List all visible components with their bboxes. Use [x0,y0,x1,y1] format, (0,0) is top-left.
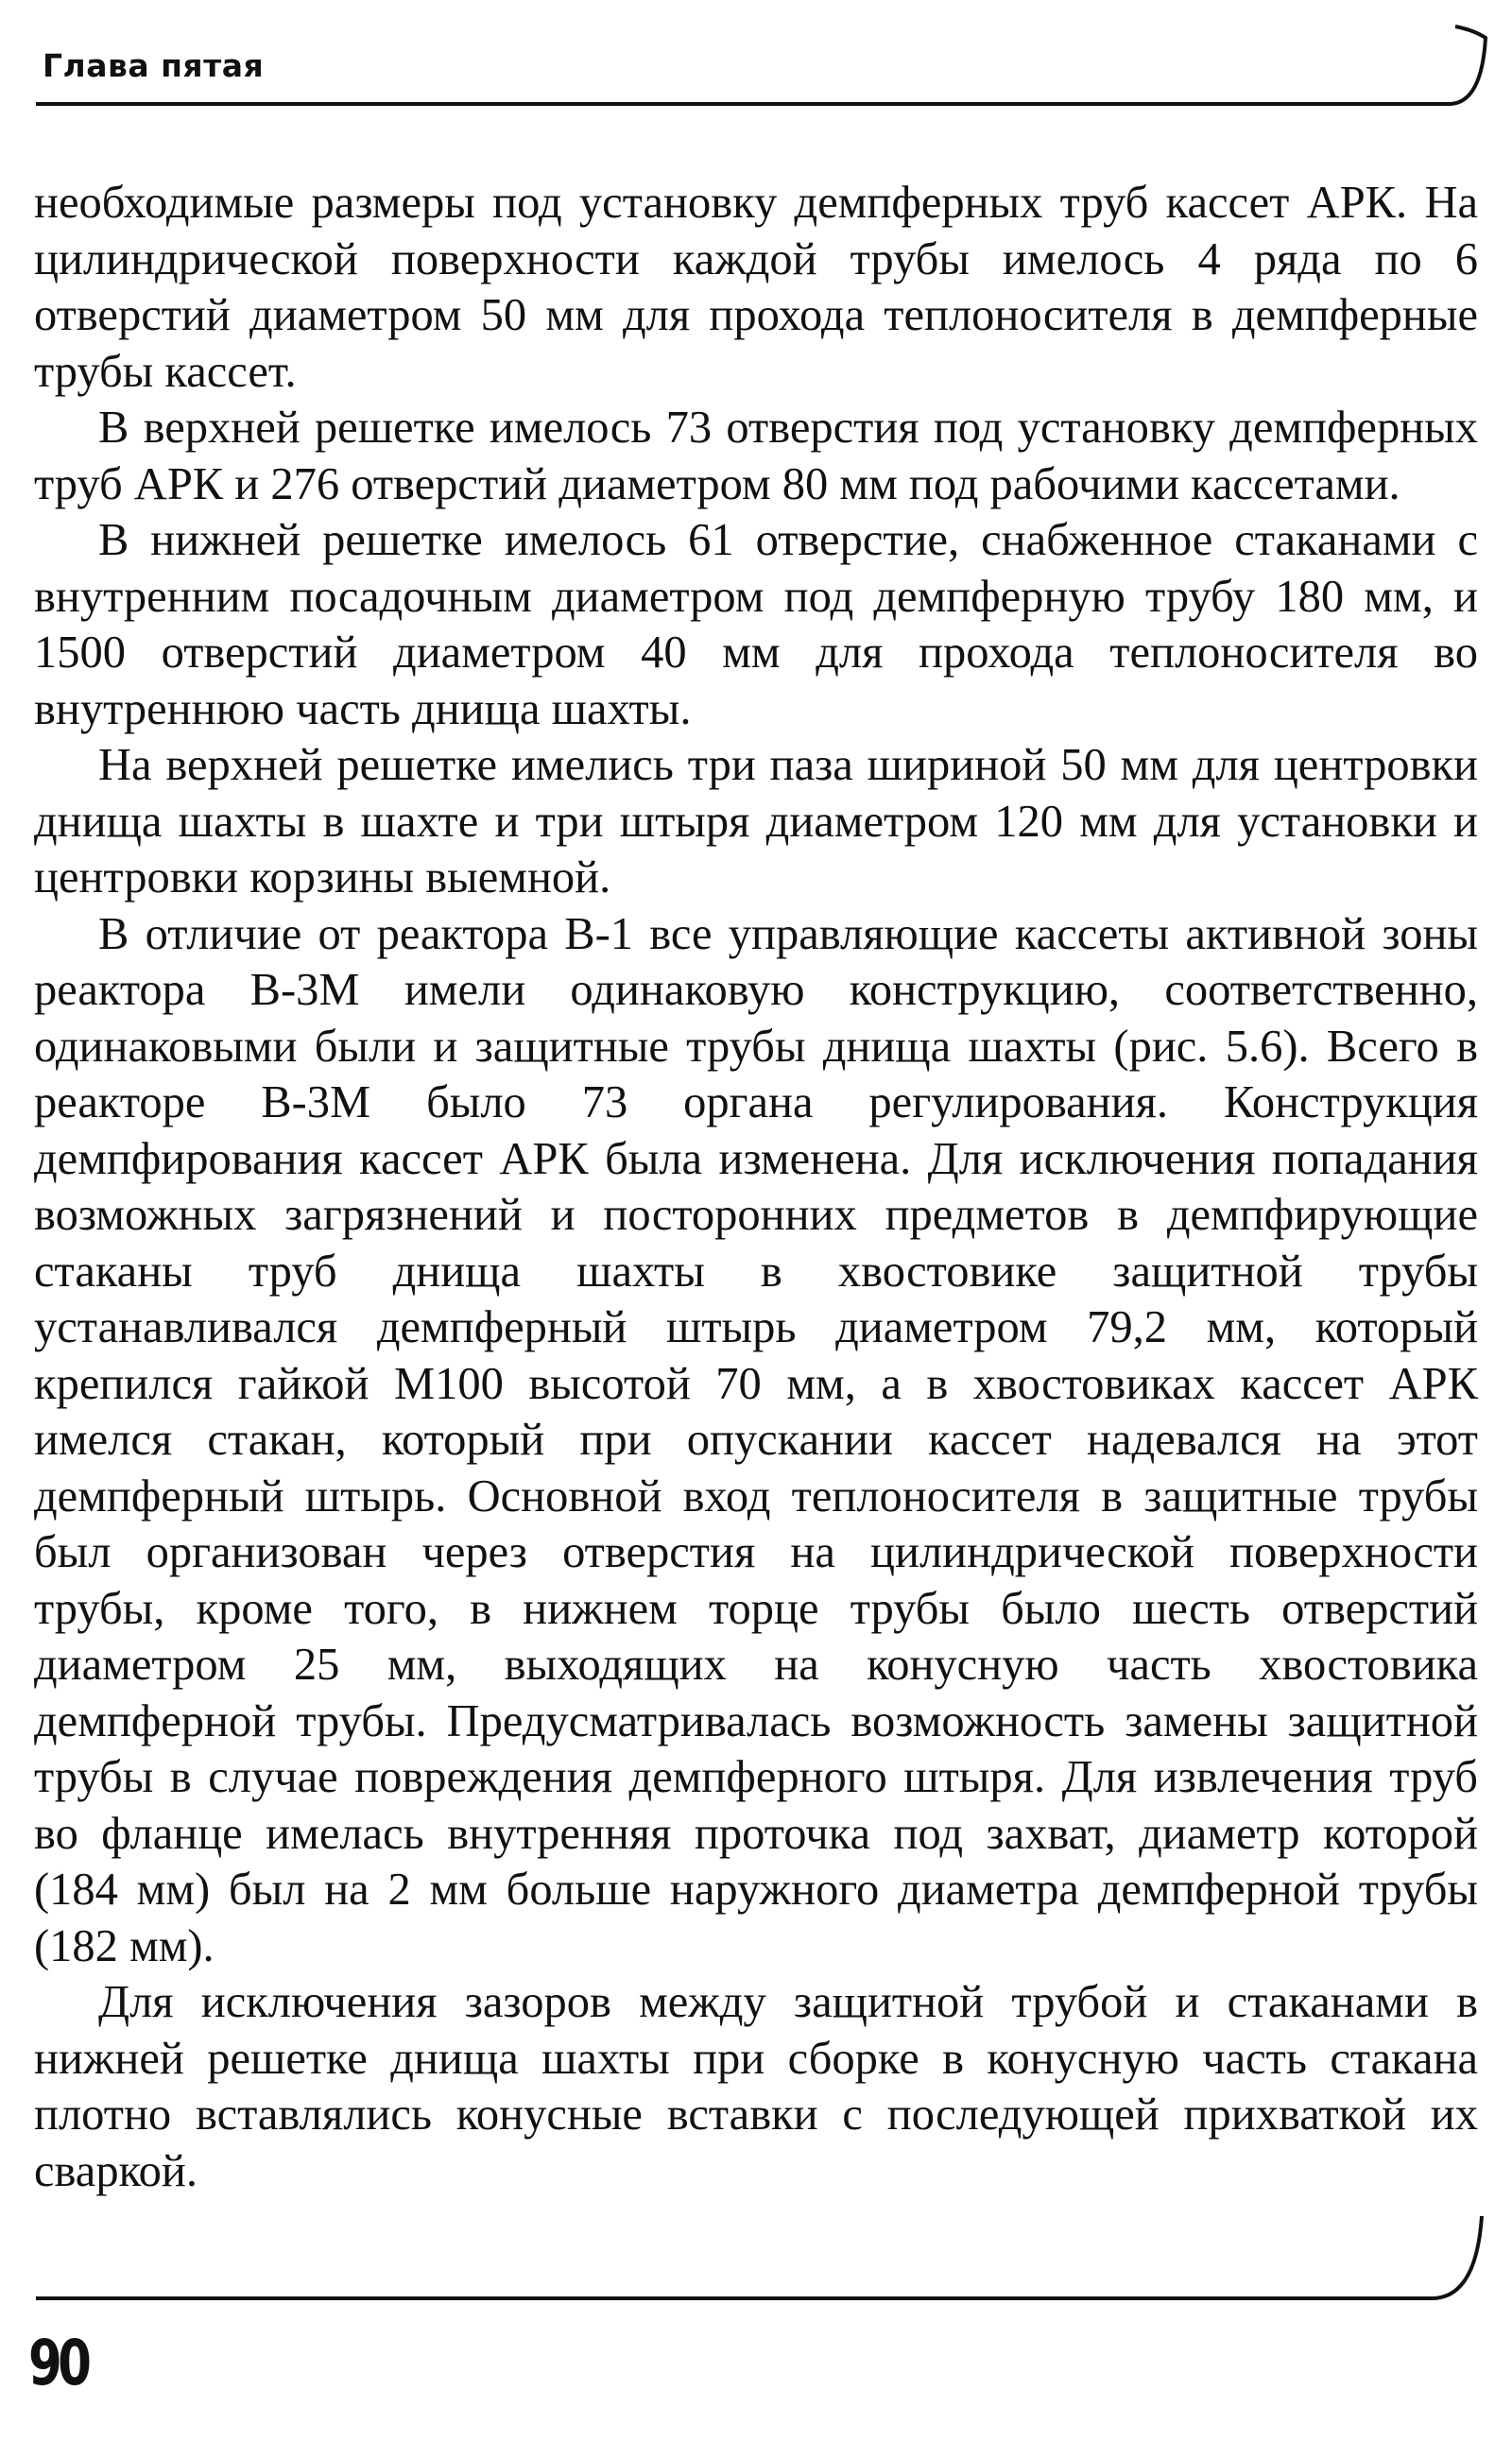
paragraph: необходимые размеры под установку демпферных труб кассет АРК. На цилиндрической поверхности каждой трубы имелось 4 ряда по 6 отверстий диаметром 50 мм для прохода теплоносителя в демпферные трубы кассет. [34,178,1478,397]
main-text [34,175,1478,2199]
footer-rule [36,2216,1482,2298]
paragraph: На верхней решетке имелись три паза шириной 50 мм для центровки днища шахты в шахте и три штыря диаметром 120 мм для установки и центровки корзины выемной. [34,740,1478,903]
running-header-title: Глава пятая [43,47,265,84]
page-number: 90 [28,2327,88,2399]
paragraph: В нижней решетке имелось 61 отверстие, снабженное стаканами с внутренним посадочным диаметром под демпферную трубу 180 мм, и 1500 отверстий диаметром 40 мм для прохода теплоносителя во внутреннюю часть днища шахты. [34,515,1478,734]
paragraph: Для исключения зазоров между защитной трубой и стаканами в нижней решетке днища шахты при сборке в конусную часть стакана плотно вставлялись конусные вставки с последующей прихваткой их сваркой. [34,1977,1478,2196]
paragraph: В отличие от реактора В-1 все управляющие кассеты активной зоны реактора В-3М имели одинаковую конструкцию, соответственно, одинаковыми были и защитные трубы днища шахты (рис. 5.6). Всего в реакторе В-3М было 73 органа регулирования. Конструкция демпфирования кассет АРК была изменена. Для исключения попадания возможных загрязнений и посторонних предметов в демпфирующие стаканы труб днища шахты в хвостовике защитной трубы устанавливался демпферный штырь диаметром 79,2 мм, который крепился гайкой М100 высотой 70 мм, а в хвостовиках кассет АРК имелся стакан, который при опускании кассет надевался на этот демпферный штырь. Основной вход теплоносителя в защитные трубы был организован через отверстия на цилиндрической поверхности трубы, кроме того, в нижнем торце трубы было шесть отверстий диаметром 25 мм, выходящих на конусную часть хвостовика демпферной трубы. Предусматривалась возможность замены защитной трубы в случае повреждения демпферного штыря. Для извлечения труб во фланце имелась внутренняя проточка под захват, диаметр которой (184 мм) был на 2 мм больше наружного диаметра демпферной трубы (182 мм). [34,908,1478,1971]
paragraph: В верхней решетке имелось 73 отверстия под установку демпферных труб АРК и 276 отверстий диаметром 80 мм под рабочими кассетами. [34,403,1478,509]
